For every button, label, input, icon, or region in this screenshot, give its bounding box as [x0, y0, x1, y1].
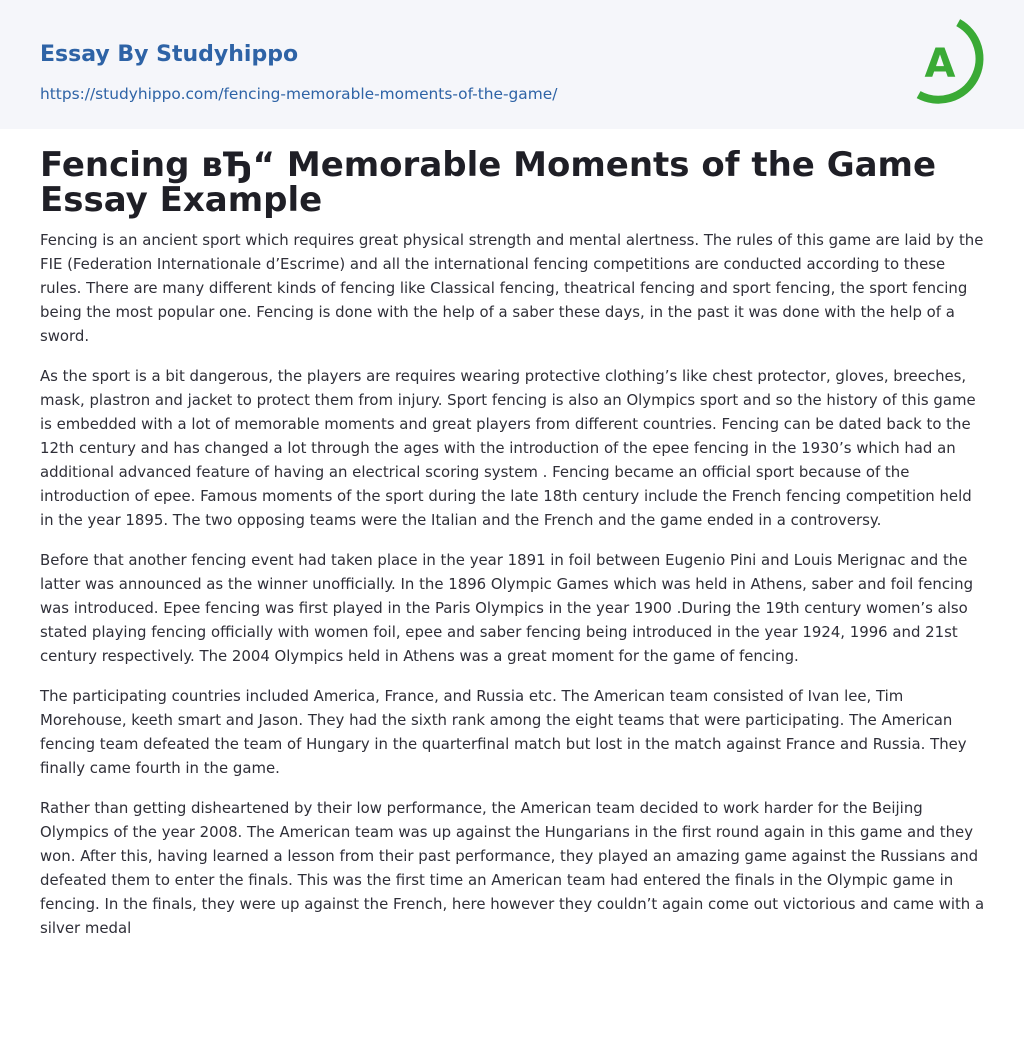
essay-paragraph-5: Rather than getting disheartened by their low performance, the American team decided to work harder for the Beijing Olympics of the year 2008. The American team was up against the Hungarians in the first round again in this game and they won. After this, having learned a lesson from their past performance, they played an amazing game against the Russians and defeated them to enter the finals. This was the first time an American team had entered the finals in the Olympic game in fencing. In the finals, they were up against the French, here however they couldn’t again come out victorious and came with a silver medal: [40, 799, 985, 937]
essay-body: [40, 228, 985, 956]
essay-paragraph-3: Before that another fencing event had taken place in the year 1891 in foil between Eugenio Pini and Louis Merignac and the latter was announced as the winner unofficially. In the 1896 Olympic Games which was held in Athens, saber and foil fencing was introduced. Epee fencing was first played in the Paris Olympics in the year 1900 .During the 19th century women’s also stated playing fencing officially with women foil, epee and saber fencing being introduced in the year 1924, 1996 and 21st century respectively. The 2004 Olympics held in Athens was a great moment for the game of fencing.: [40, 551, 974, 665]
logo-letter: A: [924, 41, 956, 87]
circular-a-logo-icon[interactable]: [908, 18, 988, 108]
essay-paragraph-2: As the sport is a bit dangerous, the players are requires wearing protective clothing’s like chest protector, gloves, breeches, mask, plastron and jacket to protect them from injury. Sport fencing is also an Olympics sport and so the history of this game is embedded with a lot of memorable moments and great players from different countries. Fencing can be dated back to the 12th century and has changed a lot through the ages with the introduction of the epee fencing in the 1930’s which had an additional advanced feature of having an electrical scoring system . Fencing became an official sport because of the introduction of epee. Famous moments of the sport during the late 18th century include the French fencing competition held in the year 1895. The two opposing teams were the Italian and the French and the game ended in a controversy.: [40, 367, 976, 529]
site-header: [0, 0, 1024, 129]
essay-url-link[interactable]: https://studyhippo.com/fencing-memorable-moments-of-the-game/: [40, 85, 558, 103]
essay-title: Fencing вЂ“ Memorable Moments of the Game Essay Example: [40, 145, 937, 220]
essay-paragraph-4: The participating countries included America, France, and Russia etc. The American team consisted of Ivan lee, Tim Morehouse, keeth smart and Jason. They had the sixth rank among the eight teams that were participating. The American fencing team defeated the team of Hungary in the quarterfinal match but lost in the match against France and Russia. They finally came fourth in the game.: [40, 687, 967, 777]
site-brand[interactable]: Essay By Studyhippo: [40, 42, 299, 67]
essay-paragraph-1: Fencing is an ancient sport which requires great physical strength and mental alertness. The rules of this game are laid by the FIE (Federation Internationale d’Escrime) and all the international fencing competitions are conducted according to these rules. There are many different kinds of fencing like Classical fencing, theatrical fencing and sport fencing, the sport fencing being the most popular one. Fencing is done with the help of a saber these days, in the past it was done with the help of a sword.: [40, 231, 984, 345]
